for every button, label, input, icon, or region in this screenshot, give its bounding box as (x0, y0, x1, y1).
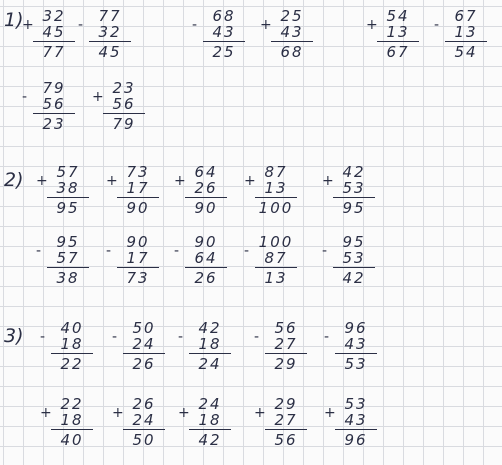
operator-sign: - (192, 17, 198, 33)
operator-sign: - (434, 17, 440, 33)
second-operand: 26 (194, 179, 218, 197)
column-problem (178, 319, 236, 382)
operator-sign: - (78, 17, 84, 33)
operator-sign: + (254, 405, 266, 421)
result-value: 90 (194, 199, 218, 217)
column-problem (254, 319, 312, 382)
first-operand: 67 (454, 7, 478, 25)
column-problem (40, 395, 98, 458)
first-operand: 77 (98, 7, 122, 25)
column-problem (36, 233, 94, 296)
first-operand: 25 (280, 7, 304, 25)
column-problem (260, 7, 318, 70)
result-value: 25 (212, 43, 236, 61)
sum-line (89, 41, 131, 42)
column-problem (22, 79, 80, 142)
section-2-label: 2) (4, 169, 24, 191)
result-value: 26 (194, 269, 218, 287)
column-problem (244, 233, 302, 296)
result-value: 79 (112, 115, 136, 133)
result-value: 42 (198, 431, 222, 449)
sum-line (189, 429, 231, 430)
result-value: 50 (132, 431, 156, 449)
first-operand: 87 (264, 163, 288, 181)
first-operand: 53 (344, 395, 368, 413)
result-value: 96 (344, 431, 368, 449)
operator-sign: + (40, 405, 52, 421)
sum-line (117, 197, 159, 198)
first-operand: 68 (212, 7, 236, 25)
second-operand: 53 (342, 249, 366, 267)
column-problem (244, 163, 302, 226)
column-problem (254, 395, 312, 458)
second-operand: 27 (274, 335, 298, 353)
first-operand: 73 (126, 163, 150, 181)
operator-sign: - (40, 329, 46, 345)
column-problem (324, 395, 382, 458)
operator-sign: - (254, 329, 260, 345)
second-operand: 27 (274, 411, 298, 429)
sum-line (47, 267, 89, 268)
column-problem (178, 395, 236, 458)
second-operand: 18 (198, 411, 222, 429)
column-problem (112, 319, 170, 382)
second-operand: 18 (198, 335, 222, 353)
second-operand: 17 (126, 249, 150, 267)
operator-sign: - (322, 243, 328, 259)
first-operand: 29 (274, 395, 298, 413)
column-problem (192, 7, 250, 70)
result-value: 95 (342, 199, 366, 217)
sum-line (265, 429, 307, 430)
column-problem (366, 7, 424, 70)
result-value: 67 (386, 43, 410, 61)
column-problem (322, 163, 380, 226)
second-operand: 13 (386, 23, 410, 41)
second-operand: 17 (126, 179, 150, 197)
sum-line (185, 267, 227, 268)
second-operand: 45 (42, 23, 66, 41)
first-operand: 40 (60, 319, 84, 337)
second-operand: 38 (56, 179, 80, 197)
sum-line (265, 353, 307, 354)
result-value: 29 (274, 355, 298, 373)
column-problem (324, 319, 382, 382)
operator-sign: + (366, 17, 378, 33)
first-operand: 42 (342, 163, 366, 181)
result-value: 56 (274, 431, 298, 449)
sum-line (445, 41, 487, 42)
result-value: 23 (42, 115, 66, 133)
first-operand: 100 (258, 233, 294, 251)
first-operand: 23 (112, 79, 136, 97)
sum-line (335, 429, 377, 430)
second-operand: 32 (98, 23, 122, 41)
operator-sign: + (22, 17, 34, 33)
operator-sign: - (106, 243, 112, 259)
column-problem (40, 319, 98, 382)
section-1-label: 1) (4, 9, 24, 31)
operator-sign: + (244, 173, 256, 189)
operator-sign: + (36, 173, 48, 189)
second-operand: 53 (342, 179, 366, 197)
first-operand: 64 (194, 163, 218, 181)
result-value: 100 (258, 199, 294, 217)
sum-line (51, 353, 93, 354)
column-problem (112, 395, 170, 458)
column-problem (174, 163, 232, 226)
first-operand: 95 (56, 233, 80, 251)
first-operand: 95 (342, 233, 366, 251)
result-value: 22 (60, 355, 84, 373)
second-operand: 43 (344, 335, 368, 353)
result-value: 68 (280, 43, 304, 61)
operator-sign: + (260, 17, 272, 33)
operator-sign: + (106, 173, 118, 189)
column-problem (36, 163, 94, 226)
sum-line (333, 267, 375, 268)
sum-line (51, 429, 93, 430)
result-value: 95 (56, 199, 80, 217)
sum-line (333, 197, 375, 198)
column-problem (92, 79, 150, 142)
operator-sign: + (324, 405, 336, 421)
operator-sign: + (174, 173, 186, 189)
result-value: 77 (42, 43, 66, 61)
second-operand: 24 (132, 411, 156, 429)
sum-line (185, 197, 227, 198)
first-operand: 24 (198, 395, 222, 413)
sum-line (255, 197, 297, 198)
second-operand: 56 (112, 95, 136, 113)
operator-sign: - (22, 89, 28, 105)
sum-line (189, 353, 231, 354)
operator-sign: - (324, 329, 330, 345)
result-value: 42 (342, 269, 366, 287)
sum-line (255, 267, 297, 268)
first-operand: 26 (132, 395, 156, 413)
operator-sign: + (178, 405, 190, 421)
result-value: 53 (344, 355, 368, 373)
sum-line (377, 41, 419, 42)
second-operand: 43 (280, 23, 304, 41)
second-operand: 13 (454, 23, 478, 41)
result-value: 40 (60, 431, 84, 449)
sum-line (47, 197, 89, 198)
sum-line (123, 353, 165, 354)
result-value: 73 (126, 269, 150, 287)
sum-line (335, 353, 377, 354)
column-problem (322, 233, 380, 296)
second-operand: 13 (264, 179, 288, 197)
result-value: 45 (98, 43, 122, 61)
operator-sign: + (92, 89, 104, 105)
first-operand: 54 (386, 7, 410, 25)
operator-sign: + (112, 405, 124, 421)
first-operand: 56 (274, 319, 298, 337)
operator-sign: - (174, 243, 180, 259)
operator-sign: - (178, 329, 184, 345)
column-problem (106, 233, 164, 296)
result-value: 26 (132, 355, 156, 373)
result-value: 13 (264, 269, 288, 287)
section-3-label: 3) (4, 325, 24, 347)
sum-line (33, 41, 75, 42)
sum-line (271, 41, 313, 42)
operator-sign: - (244, 243, 250, 259)
operator-sign: - (36, 243, 42, 259)
sum-line (203, 41, 245, 42)
first-operand: 57 (56, 163, 80, 181)
sum-line (33, 113, 75, 114)
operator-sign: + (322, 173, 334, 189)
result-value: 54 (454, 43, 478, 61)
result-value: 90 (126, 199, 150, 217)
first-operand: 50 (132, 319, 156, 337)
second-operand: 56 (42, 95, 66, 113)
second-operand: 18 (60, 411, 84, 429)
operator-sign: - (112, 329, 118, 345)
first-operand: 22 (60, 395, 84, 413)
second-operand: 43 (212, 23, 236, 41)
sum-line (123, 429, 165, 430)
sum-line (117, 267, 159, 268)
first-operand: 90 (126, 233, 150, 251)
column-problem (174, 233, 232, 296)
first-operand: 42 (198, 319, 222, 337)
result-value: 38 (56, 269, 80, 287)
second-operand: 57 (56, 249, 80, 267)
second-operand: 64 (194, 249, 218, 267)
column-problem (22, 7, 80, 70)
first-operand: 90 (194, 233, 218, 251)
first-operand: 96 (344, 319, 368, 337)
second-operand: 87 (264, 249, 288, 267)
column-problem (78, 7, 136, 70)
second-operand: 43 (344, 411, 368, 429)
second-operand: 18 (60, 335, 84, 353)
column-problem (434, 7, 492, 70)
first-operand: 32 (42, 7, 66, 25)
second-operand: 24 (132, 335, 156, 353)
column-problem (106, 163, 164, 226)
first-operand: 79 (42, 79, 66, 97)
result-value: 24 (198, 355, 222, 373)
sum-line (103, 113, 145, 114)
